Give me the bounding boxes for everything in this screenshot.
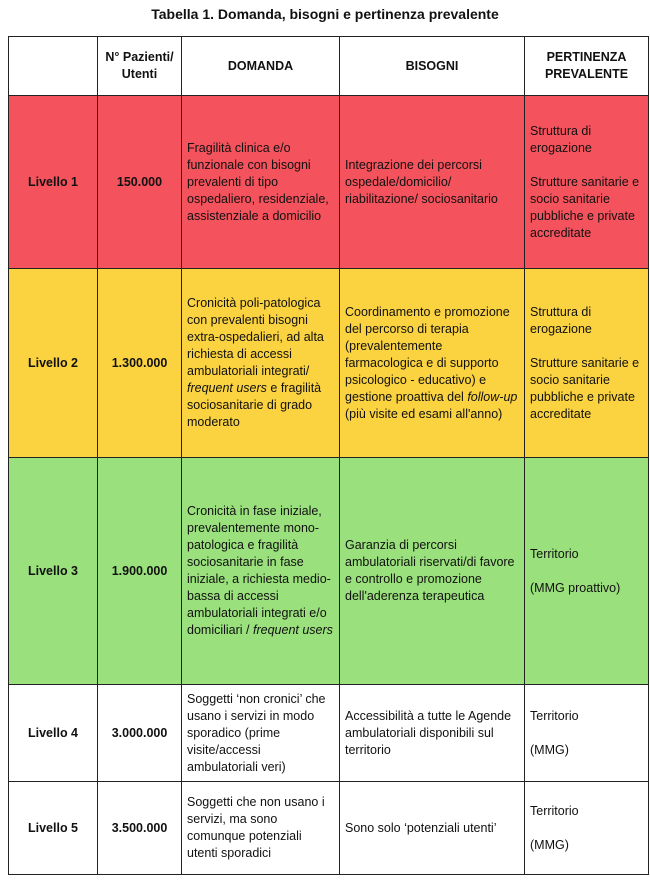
- bisogni-cell: Accessibilità a tutte le Agende ambulatoriali disponibili sul territorio: [340, 685, 525, 782]
- table-row-livello-5: [9, 782, 649, 875]
- pertinenza-secondary: (MMG proattivo): [530, 580, 621, 595]
- patient-count: 3.500.000: [98, 782, 182, 875]
- pertinenza-secondary: (MMG): [530, 837, 569, 852]
- level-label: Livello 5: [9, 782, 98, 875]
- bisogni-text-end: (più visite ed esami all'anno): [345, 406, 503, 421]
- pertinenza-primary: Territorio: [530, 546, 579, 561]
- pertinenza-secondary: Strutture sanitarie e socio sanitarie pubbliche e private accreditate: [530, 355, 640, 421]
- level-label: Livello 2: [9, 269, 98, 458]
- bisogni-text: Coordinamento e promozione del percorso di terapia (prevalentemente farmacologica e di supporto psicologico - educativo) e gestione proattiva del: [345, 304, 510, 404]
- domanda-text: Cronicità in fase iniziale, prevalentemente mono-patologica e fragilità sociosanitarie in fase iniziale, a richiesta medio- bassa di accessi ambulatoriali integrati e/o domiciliari /: [187, 504, 331, 637]
- domanda-text-end: e fragilità sociosanitarie di grado moderato: [187, 381, 322, 429]
- pertinenza-cell: [525, 96, 649, 269]
- domanda-emphasis: frequent users: [187, 381, 267, 395]
- level-label: Livello 4: [9, 685, 98, 782]
- domanda-cell: [182, 269, 340, 458]
- pertinenza-cell: [525, 269, 649, 458]
- header-row: [9, 37, 649, 96]
- demand-needs-table: [8, 36, 649, 875]
- patient-count: 1.900.000: [98, 458, 182, 685]
- pertinenza-primary: Territorio: [530, 708, 579, 723]
- pertinenza-cell: [525, 782, 649, 875]
- table-row-livello-2: [9, 269, 649, 458]
- pertinenza-cell: [525, 458, 649, 685]
- domanda-cell: Fragilità clinica e/o funzionale con bisogni prevalenti di tipo ospedaliero, residenziale, assistenziale a domicilio: [182, 96, 340, 269]
- bisogni-emphasis: follow-up: [467, 389, 518, 404]
- header-patients: N° Pazienti/ Utenti: [98, 37, 182, 96]
- table-row-livello-1: [9, 96, 649, 269]
- pertinenza-primary: Territorio: [530, 803, 579, 818]
- bisogni-cell: Sono solo ‘potenziali utenti’: [340, 782, 525, 875]
- bisogni-cell: Garanzia di percorsi ambulatoriali riservati/di favore e controllo e promozione dell'aderenza terapeutica: [340, 458, 525, 685]
- patient-count: 1.300.000: [98, 269, 182, 458]
- domanda-cell: [182, 458, 340, 685]
- level-label: Livello 3: [9, 458, 98, 685]
- table-row-livello-4: [9, 685, 649, 782]
- pertinenza-cell: [525, 685, 649, 782]
- pertinenza-primary: Struttura di erogazione: [530, 123, 592, 155]
- level-label: Livello 1: [9, 96, 98, 269]
- patient-count: 3.000.000: [98, 685, 182, 782]
- table-title: Tabella 1. Domanda, bisogni e pertinenza prevalente: [151, 6, 499, 22]
- pertinenza-primary: Struttura di erogazione: [530, 304, 592, 336]
- pertinenza-secondary: (MMG): [530, 742, 569, 757]
- bisogni-cell: Integrazione dei percorsi ospedale/domicilio/ riabilitazione/ sociosanitario: [340, 96, 525, 269]
- domanda-cell: Soggetti che non usano i servizi, ma sono comunque potenziali utenti sporadici: [182, 782, 340, 875]
- pertinenza-secondary: Strutture sanitarie e socio sanitarie pubbliche e private accreditate: [530, 174, 640, 240]
- header-bisogni: BISOGNI: [340, 37, 525, 96]
- patient-count: 150.000: [98, 96, 182, 269]
- table-row-livello-3: [9, 458, 649, 685]
- header-pertinenza: PERTINENZA PREVALENTE: [525, 37, 649, 96]
- domanda-text: Cronicità poli-patologica con prevalenti bisogni extra-ospedalieri, ad alta richiesta di accessi ambulatoriali integrati/: [187, 296, 324, 378]
- header-domanda: DOMANDA: [182, 37, 340, 96]
- header-empty: [9, 37, 98, 96]
- domanda-cell: Soggetti ‘non cronici’ che usano i servizi in modo sporadico (prime visite/accessi ambulatoriali veri): [182, 685, 340, 782]
- bisogni-cell: [340, 269, 525, 458]
- domanda-emphasis: frequent users: [253, 623, 333, 637]
